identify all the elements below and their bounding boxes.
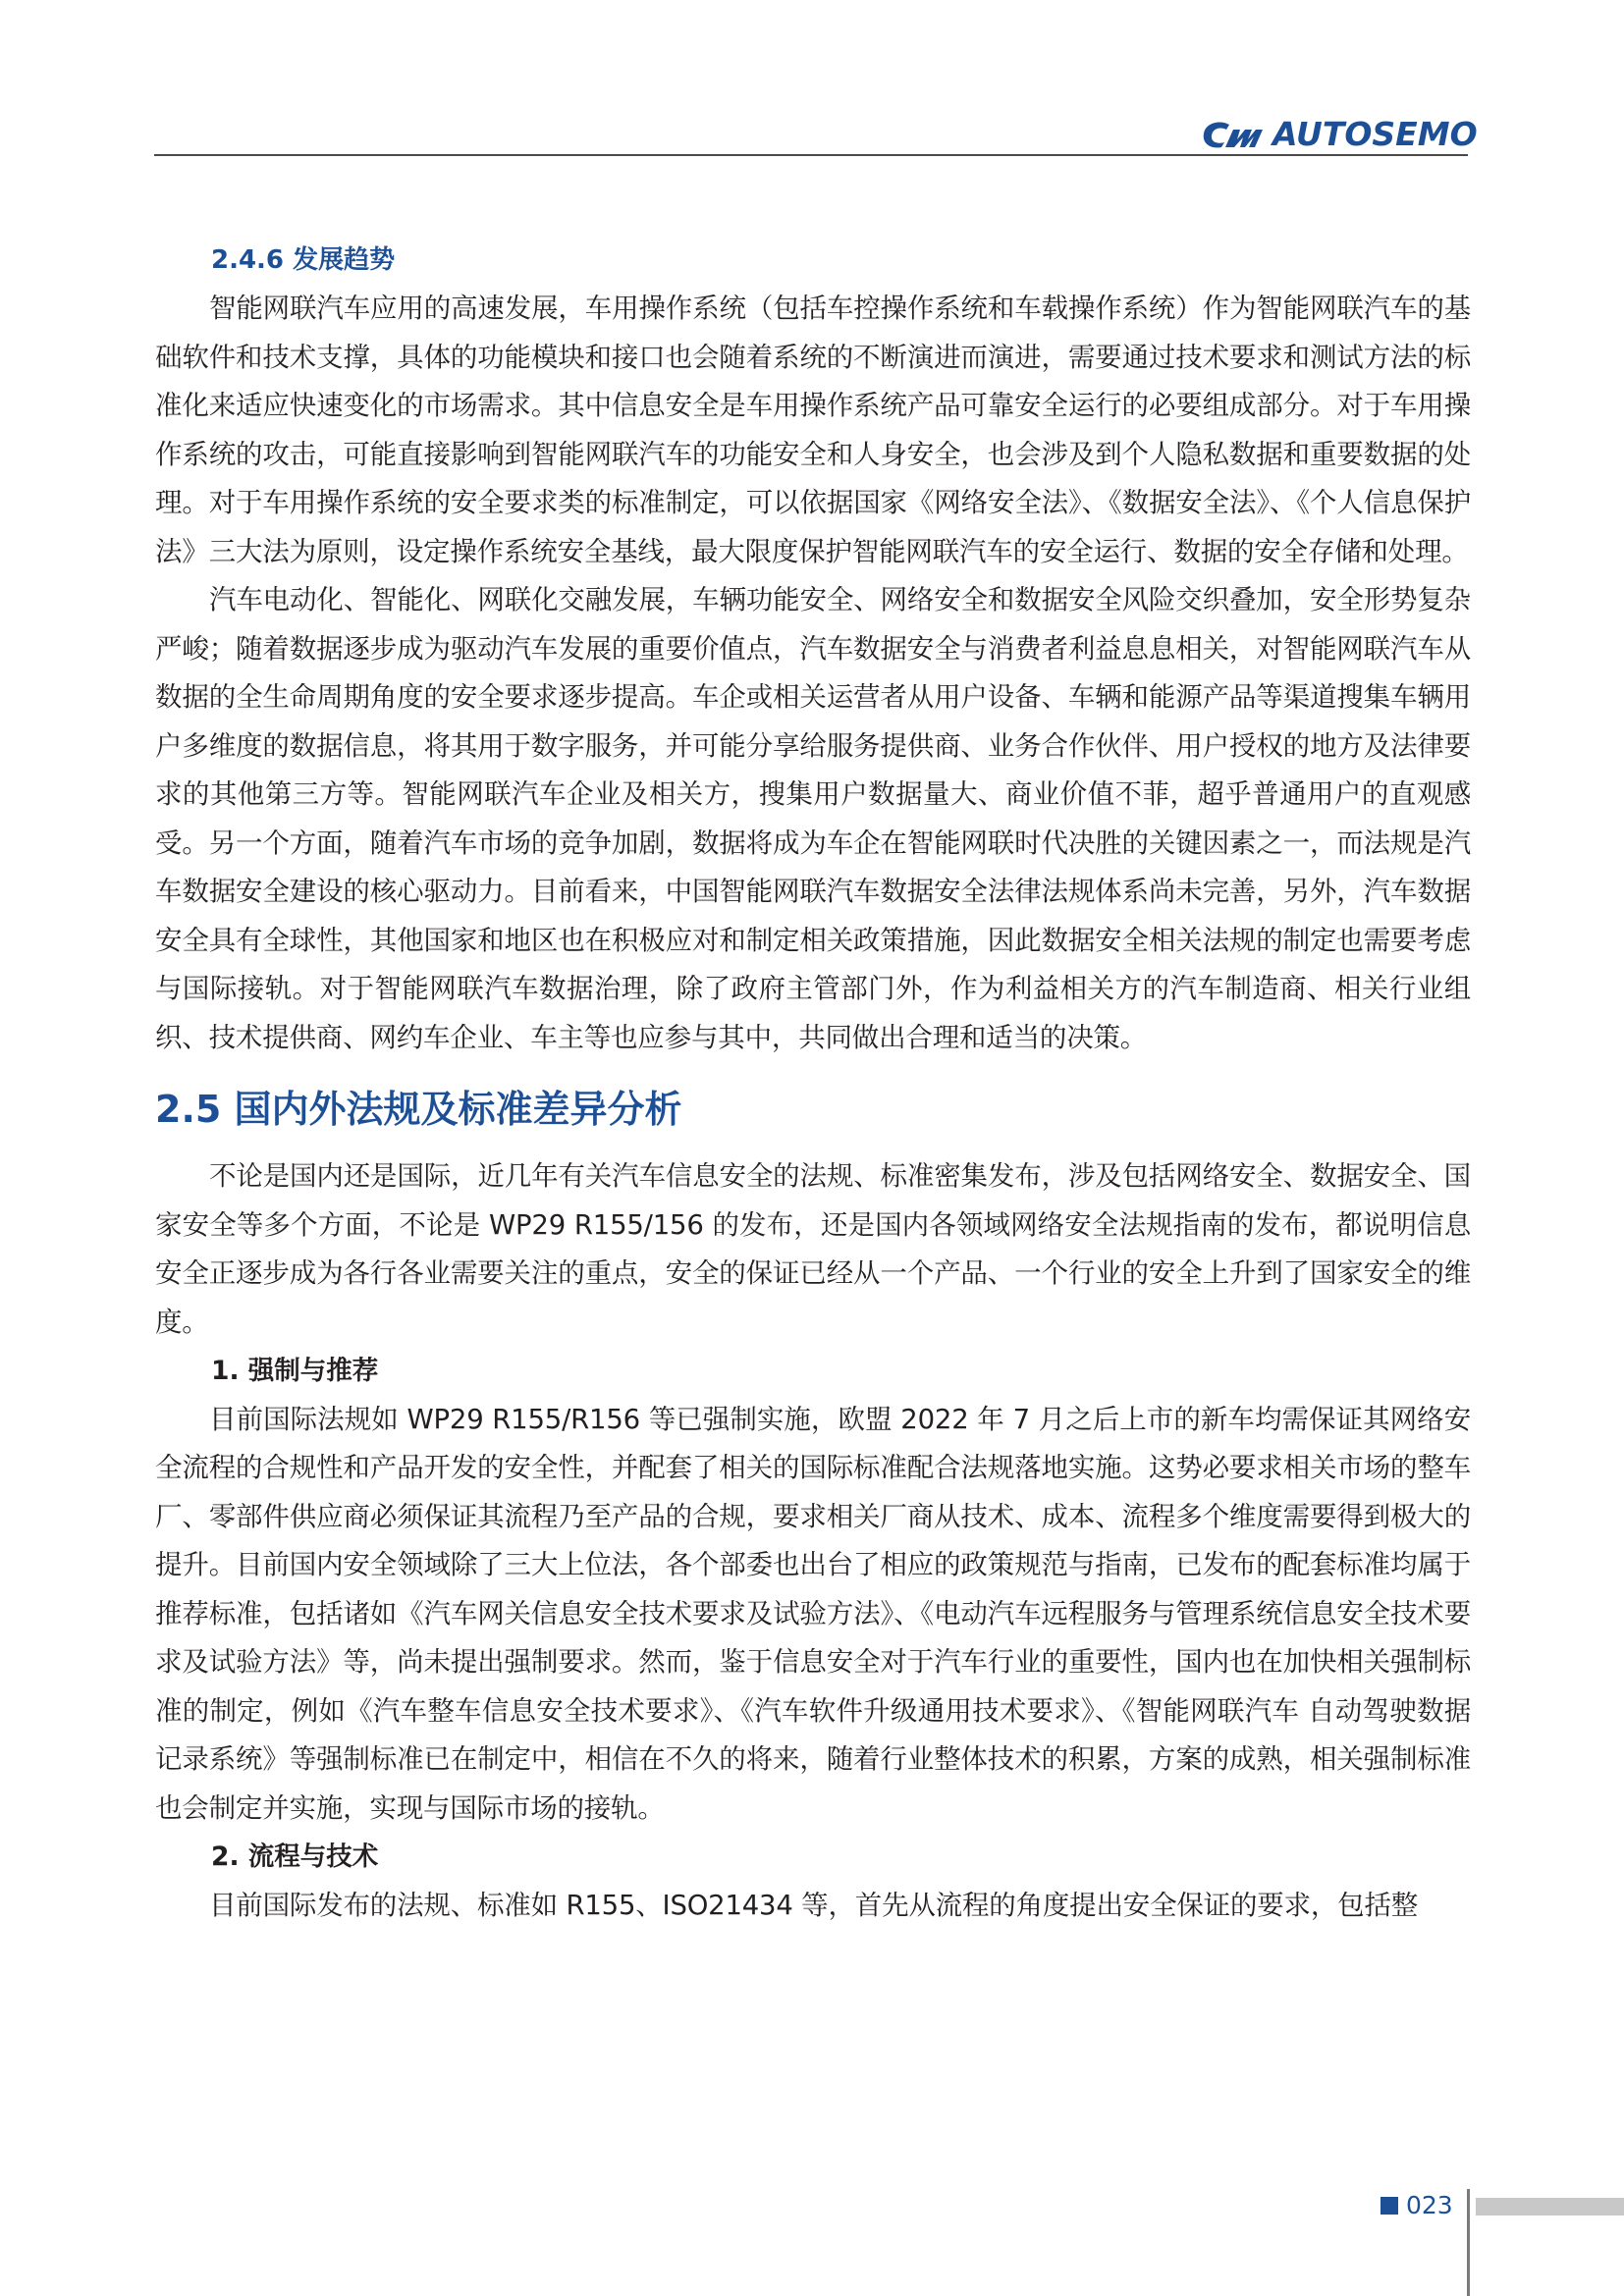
paragraph-mandatory-recommended: 目前国际法规如 WP29 R155/R156 等已强制实施，欧盟 2022 年 7 月之后上市的新车均需保证其网络安全流程的合规性和产品开发的安全性，并配套了相关的国际标准配合法规落地实施。这势必要求相关市场的整车厂、零部件供应商必须保证其流程乃至产品的合规，要求相关厂商从技术、成本、流程多个维度需要得到极大的提升。目前国内安全领域除了三大上位法，各个部委也出台了相应的政策规范与指南，已发布的配套标准均属于推荐标准，包括诸如《汽车网关信息安全技术要求及试验方法》、《电动汽车远程服务与管理系统信息安全技术要求及试验方法》等，尚未提出强制要求。然而，鉴于信息安全对于汽车行业的重要性，国内也在加快相关强制标准的制定，例如《汽车整车信息安全技术要求》、《汽车软件升级通用技术要求》、《智能网联汽车 自动驾驶数据记录系统》等强制标准已在制定中，相信在不久的将来，随着行业整体技术的积累，方案的成熟，相关强制标准也会制定并实施，实现与国际市场的接轨。 <box>155 1403 1471 1824</box>
brand-logo <box>1200 115 1478 155</box>
subsection-heading-2-4-6: 2.4.6 发展趋势 <box>211 245 396 275</box>
item-heading-mandatory-recommended: 1. 强制与推荐 <box>211 1356 379 1386</box>
item-heading-process-technology: 2. 流程与技术 <box>211 1842 379 1872</box>
paragraph-os-trend: 智能网联汽车应用的高速发展，车用操作系统（包括车控操作系统和车载操作系统）作为智能网联汽车的基础软件和技术支撑，具体的功能模块和接口也会随着系统的不断演进而演进，需要通过技术要求和测试方法的标准化来适应快速变化的市场需求。其中信息安全是车用操作系统产品可靠安全运行的必要组成部分。对于车用操作系统的攻击，可能直接影响到智能网联汽车的功能安全和人身安全，也会涉及到个人隐私数据和重要数据的处理。对于车用操作系统的安全要求类的标准制定，可以依据国家《网络安全法》、《数据安全法》、《个人信息保护法》三大法为原则，设定操作系统安全基线，最大限度保护智能网联汽车的安全运行、数据的安全存储和处理。 <box>155 293 1471 567</box>
page-content <box>155 236 1471 1930</box>
paragraph-process-technology: 目前国际发布的法规、标准如 R155、ISO21434 等，首先从流程的角度提出安全保证的要求，包括整 <box>209 1889 1419 1921</box>
section-heading-2-5: 2.5 国内外法规及标准差异分析 <box>155 1088 682 1131</box>
header-rule <box>154 154 1468 156</box>
footer-square-marker <box>1380 2197 1398 2215</box>
brand-wordmark: AUTOSEMO <box>1272 115 1478 153</box>
page-number: 023 <box>1406 2191 1453 2219</box>
autosemo-mark-icon <box>1200 116 1269 155</box>
paragraph-section-intro: 不论是国内还是国际，近几年有关汽车信息安全的法规、标准密集发布，涉及包括网络安全、数据安全、国家安全等多个方面，不论是 WP29 R155/156 的发布，还是国内各领域网络安全法规指南的发布，都说明信息安全正逐步成为各行各业需要关注的重点，安全的保证已经从一个产品、一个行业的安全上升到了国家安全的维度。 <box>155 1160 1471 1338</box>
footer-bar <box>1476 2198 1624 2216</box>
footer-divider <box>1467 2189 1470 2296</box>
paragraph-data-security: 汽车电动化、智能化、网联化交融发展，车辆功能安全、网络安全和数据安全风险交织叠加，安全形势复杂严峻；随着数据逐步成为驱动汽车发展的重要价值点，汽车数据安全与消费者利益息息相关，对智能网联汽车从数据的全生命周期角度的安全要求逐步提高。车企或相关运营者从用户设备、车辆和能源产品等渠道搜集车辆用户多维度的数据信息，将其用于数字服务，并可能分享给服务提供商、业务合作伙伴、用户授权的地方及法律要求的其他第三方等。智能网联汽车企业及相关方，搜集用户数据量大、商业价值不菲，超乎普通用户的直观感受。另一个方面，随着汽车市场的竞争加剧，数据将成为车企在智能网联时代决胜的关键因素之一，而法规是汽车数据安全建设的核心驱动力。目前看来，中国智能网联汽车数据安全法律法规体系尚未完善，另外，汽车数据安全具有全球性，其他国家和地区也在积极应对和制定相关政策措施，因此数据安全相关法规的制定也需要考虑与国际接轨。对于智能网联汽车数据治理，除了政府主管部门外，作为利益相关方的汽车制造商、相关行业组织、技术提供商、网约车企业、车主等也应参与其中，共同做出合理和适当的决策。 <box>155 584 1471 1053</box>
